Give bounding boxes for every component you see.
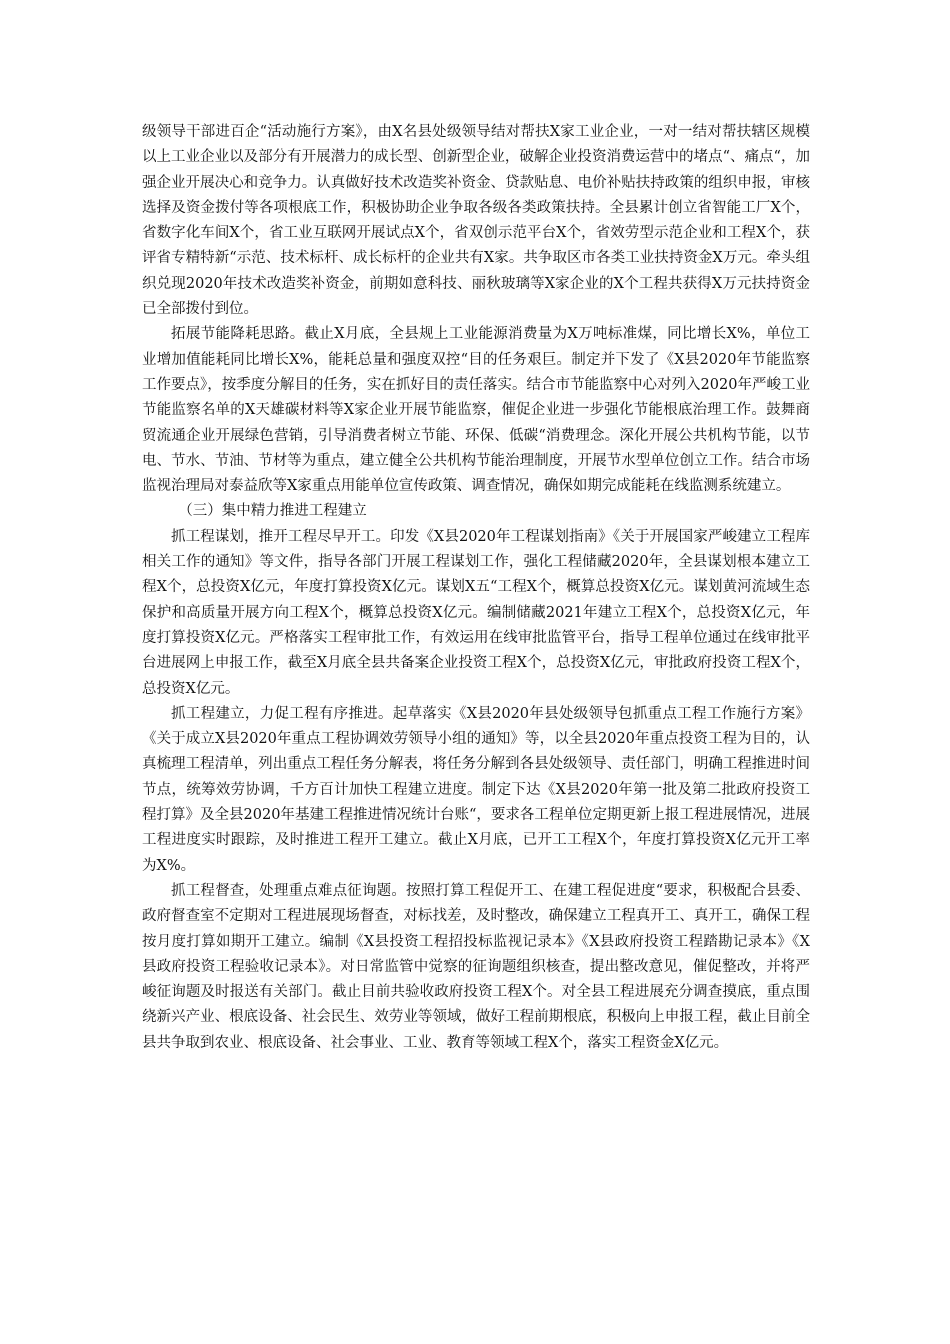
paragraph-project-inspection: 抓工程督查，处理重点难点征询题。按照打算工程促开工、在建工程促进度“要求，积极配合县委、政府督查室不定期对工程进展现场督查，对标找差，及时整改，确保建立工程真开工、真开工，确保工程按月度打算如期开工建立。编制《X县投资工程招投标监视记录本》《X县政府投资工程踏勘记录本》《X县政府投资工程验收记录本》。对日常监管中觉察的征询题组织核查，提出整改意见，催促整改，并将严峻征询题及时报送有关部门。截止目前共验收政府投资工程X个。对全县工程进展充分调查摸底，重点围绕新兴产业、根底设备、社会民生、效劳业等领域，做好工程前期根底，积极向上申报工程，截止目前全县共争取到农业、根底设备、社会事业、工业、教育等领域工程X个，落实工程资金X亿元。 [142,882,810,1051]
section-heading: （三）集中精力推进工程建立 [178,503,367,520]
paragraph-continued: 级领导干部进百企“活动施行方案》，由X名县处级领导结对帮扶X家工业企业，一对一结对帮扶辖区规模以上工业企业以及部分有开展潜力的成长型、创新型企业，破解企业投资消费运营中的堵点“、痛点“，加强企业开展决心和竞争力。认真做好技术改造奖补资金、贷款贴息、电价补贴扶持政策的组织申报，审核选择及资金拨付等各项根底工作，积极协助企业争取各级各类政策扶持。全县累计创立省智能工厂X个，省数字化车间X个，省工业互联网开展试点X个，省双创示范平台X个，省效劳型示范企业和工程X个，获评省专精特新“示范、技术标杆、成长标杆的企业共有X家。共争取区市各类工业扶持资金X万元。牵头组织兑现2020年技术改造奖补资金，前期如意科技、丽秋玻璃等X家企业的X个工程共获得X万元扶持资金已全部拨付到位。 [142,124,810,318]
paragraph-project-planning: 抓工程谋划，推开工程尽早开工。印发《X县2020年工程谋划指南》《关于开展国家严峻建立工程库相关工作的通知》等文件，指导各部门开展工程谋划工作，强化工程储藏2020年，全县谋划根本建立工程X个，总投资X亿元，年度打算投资X亿元。谋划X五“工程X个，概算总投资X亿元。谋划黄河流域生态保护和高质量开展方向工程X个，概算总投资X亿元。编制储藏2021年建立工程X个，总投资X亿元，年度打算投资X亿元。严格落实工程审批工作，有效运用在线审批监管平台，指导工程单位通过在线审批平台进展网上申报工作，截至X月底全县共备案企业投资工程X个，总投资X亿元，审批政府投资工程X个，总投资X亿元。 [142,528,810,697]
paragraph-project-construction: 抓工程建立，力促工程有序推进。起草落实《X县2020年县处级领导包抓重点工程工作施行方案》《关于成立X县2020年重点工程协调效劳领导小组的通知》等，以全县2020年重点投资工程为目的，认真梳理工程清单，列出重点工程任务分解表，将任务分解到各县处级领导、责任部门，明确工程推进时间节点，统筹效劳协调，千方百计加快工程建立进度。制定下达《X县2020年第一批及第二批政府投资工程打算》及全县2020年基建工程推进情况统计台账“，要求各工程单位定期更新上报工程进展情况，进展工程进度实时跟踪，及时推进工程开工建立。截止X月底，已开工工程X个，年度打算投资X亿元开工率为X%。 [142,705,810,874]
document-body [142,120,810,1056]
paragraph-energy-saving: 拓展节能降耗思路。截止X月底，全县规上工业能源消费量为X万吨标准煤，同比增长X%，单位工业增加值能耗同比增长X%，能耗总量和强度双控“目的任务艰巨。制定并下发了《X县2020年节能监察工作要点》，按季度分解目的任务，实在抓好目的责任落实。结合市节能监察中心对列入2020年严峻工业节能监察名单的X天雄碳材料等X家企业开展节能监察，催促企业进一步强化节能根底治理工作。鼓舞商贸流通企业开展绿色营销，引导消费者树立节能、环保、低碳“消费理念。深化开展公共机构节能，以节电、节水、节油、节材等为重点，建立健全公共机构节能治理制度，开展节水型单位创立工作。结合市场监视治理局对泰益欣等X家重点用能单位宣传政策、调查情况，确保如期完成能耗在线监测系统建立。 [142,326,810,495]
